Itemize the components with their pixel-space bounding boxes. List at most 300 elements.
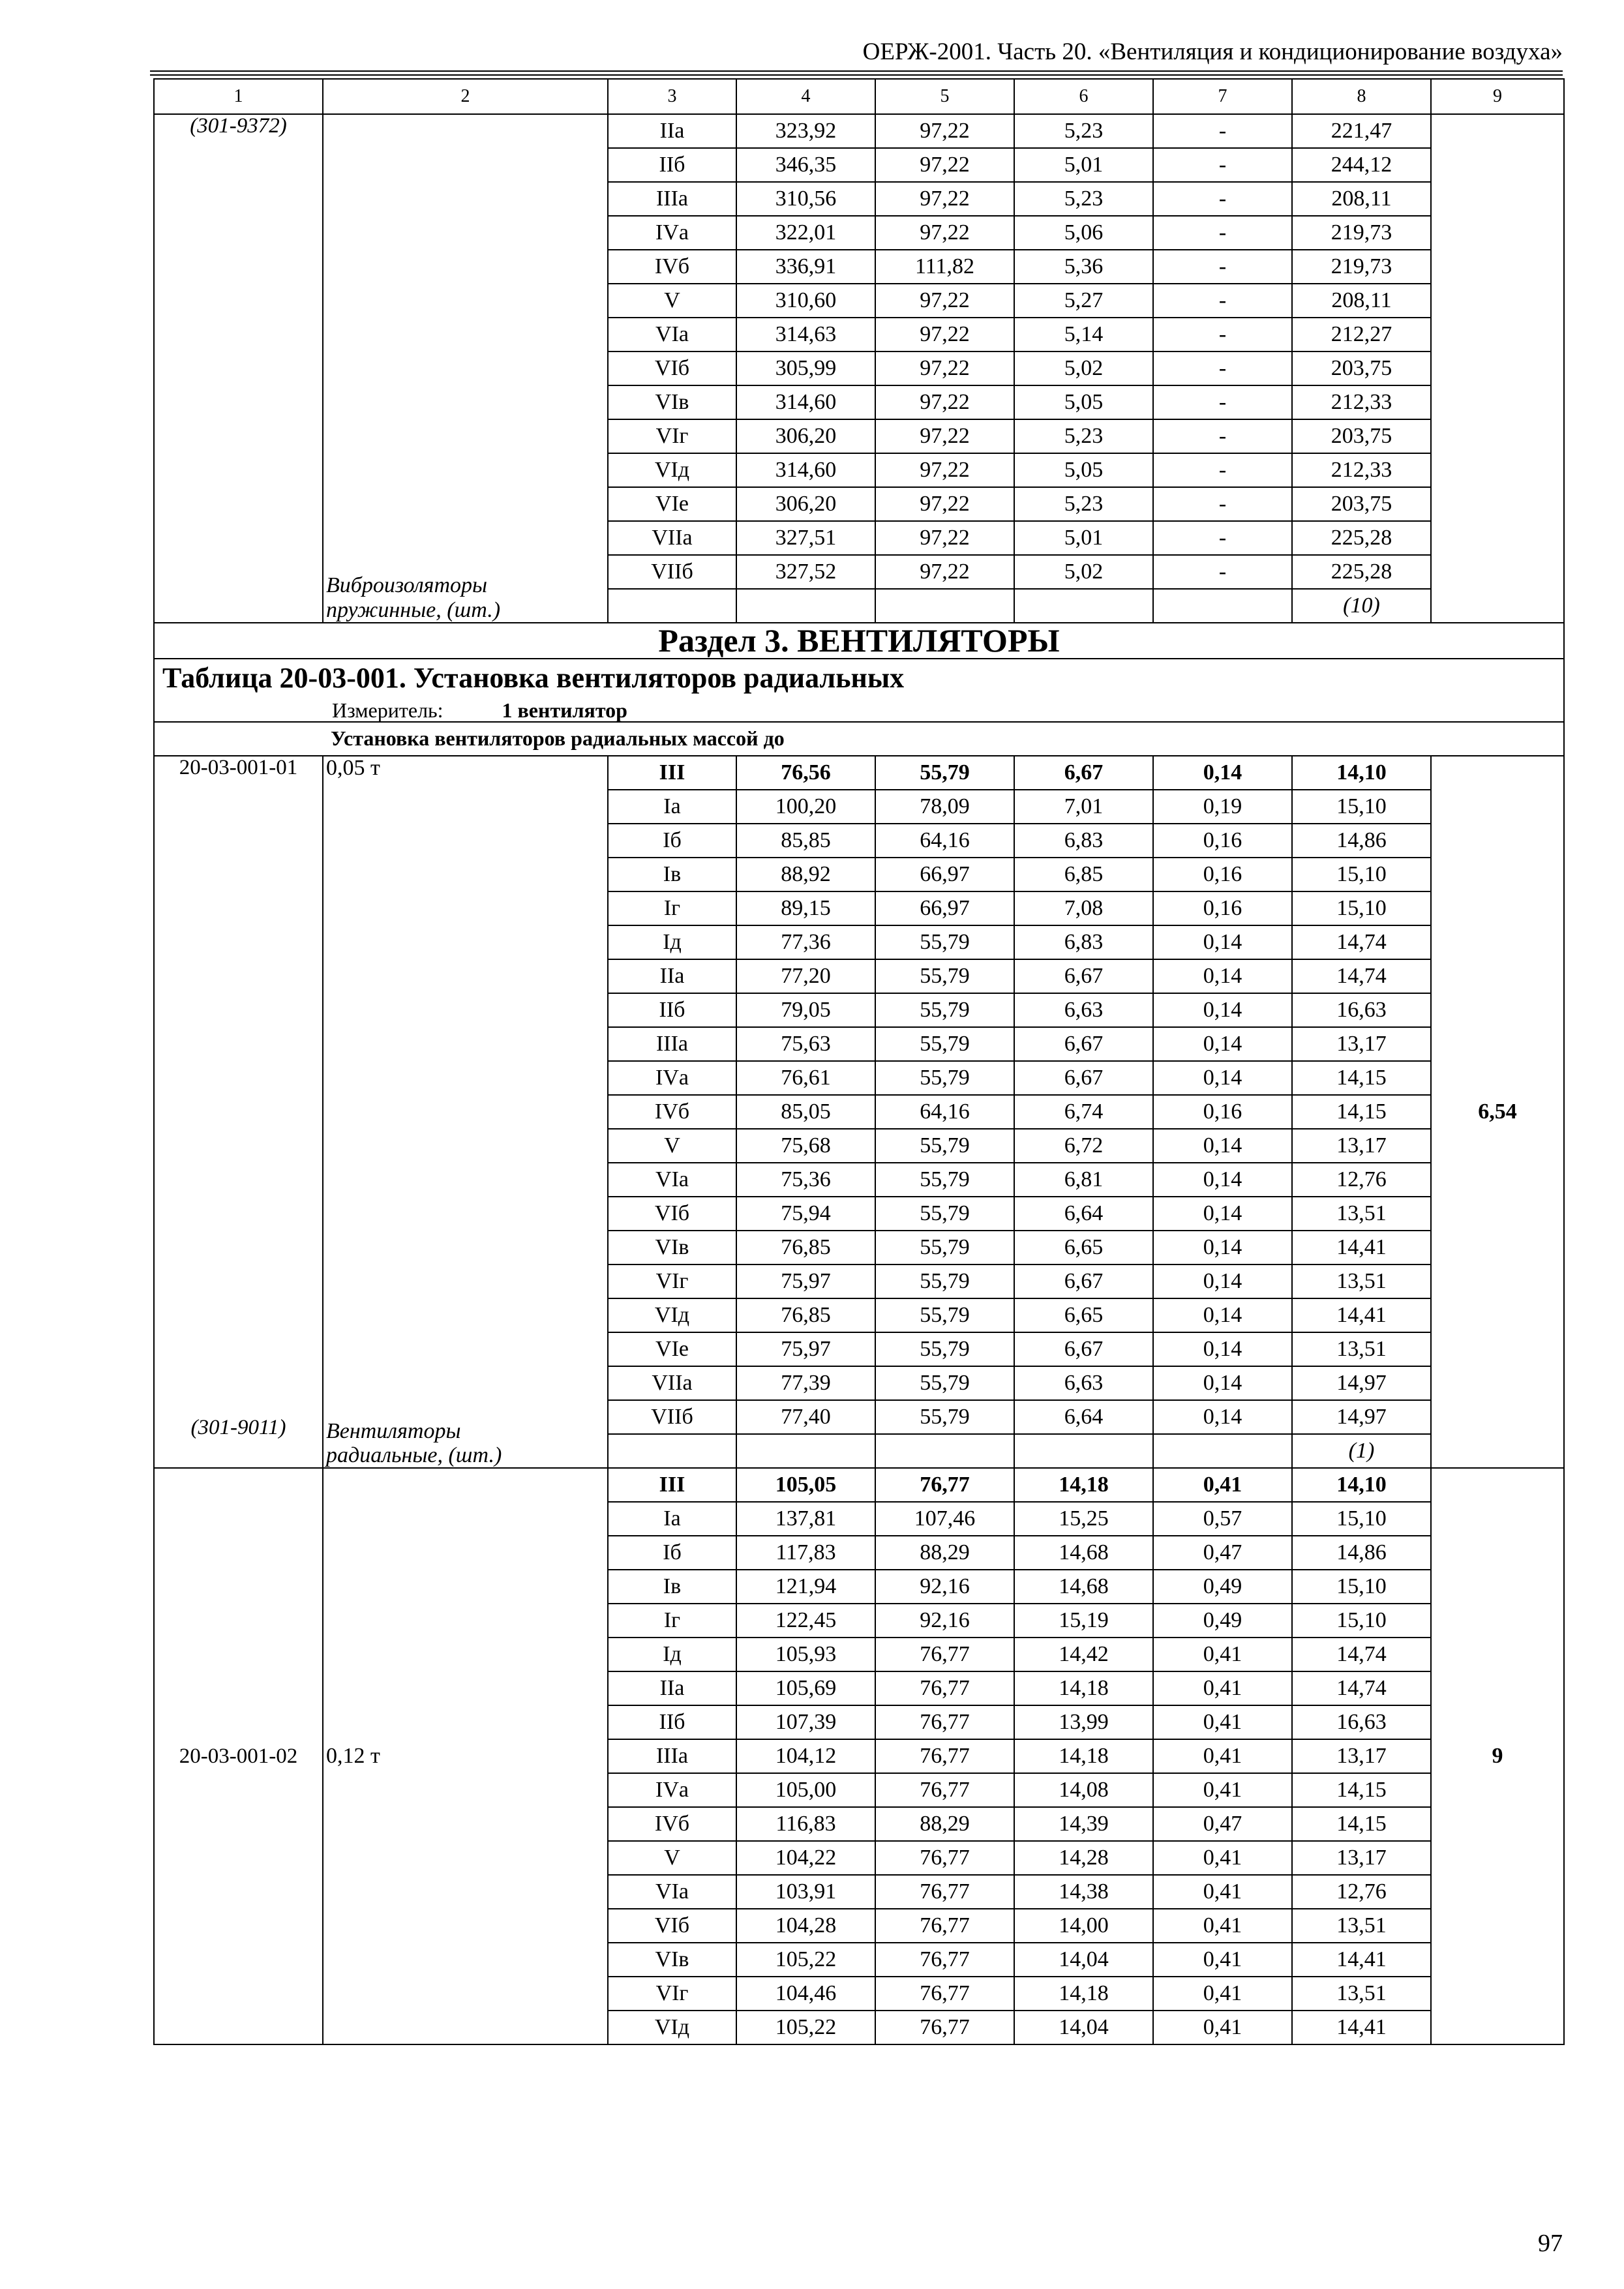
value-cell: 15,25 [1014,1502,1153,1536]
value-cell: 13,51 [1292,1909,1431,1943]
value-cell: 314,60 [736,385,875,419]
zone-cell: VIг [608,1264,736,1298]
zone-cell: VIб [608,1197,736,1231]
value-cell: 336,91 [736,250,875,284]
header-rule [150,70,1563,72]
value-cell: 6,67 [1014,756,1153,790]
rate-code [154,114,323,623]
value-cell: 14,15 [1292,1807,1431,1841]
value-cell: 225,28 [1292,521,1431,555]
value-cell: 0,47 [1153,1807,1292,1841]
value-cell: 208,11 [1292,182,1431,216]
value-cell: 310,60 [736,284,875,318]
value-cell: 13,17 [1292,1739,1431,1773]
zone-cell: VIд [608,1298,736,1332]
value-cell: 78,09 [875,790,1014,824]
value-cell: 0,14 [1153,1332,1292,1366]
value-cell: 97,22 [875,487,1014,521]
value-cell: 14,41 [1292,1231,1431,1264]
value-cell: - [1153,216,1292,250]
value-cell: - [1153,419,1292,453]
value-cell: 0,41 [1153,1977,1292,2011]
empty-cell [608,1434,736,1468]
zone-cell: VIд [608,453,736,487]
value-cell: - [1153,182,1292,216]
value-cell: 14,15 [1292,1061,1431,1095]
value-cell: 76,56 [736,756,875,790]
zone-cell: IIа [608,959,736,993]
value-cell: 137,81 [736,1502,875,1536]
value-cell: 0,14 [1153,1129,1292,1163]
value-cell: 0,14 [1153,925,1292,959]
value-cell: 6,81 [1014,1163,1153,1197]
value-cell: 55,79 [875,756,1014,790]
value-cell: 0,14 [1153,1400,1292,1434]
value-cell: - [1153,385,1292,419]
value-cell: 14,38 [1014,1875,1153,1909]
value-cell: 310,56 [736,182,875,216]
value-cell: 14,18 [1014,1739,1153,1773]
value-cell: 55,79 [875,1231,1014,1264]
value-cell: 76,77 [875,1468,1014,1502]
value-cell: 105,22 [736,2011,875,2044]
value-cell: 14,41 [1292,1943,1431,1977]
value-cell: 7,01 [1014,790,1153,824]
subheading-row [154,722,1564,756]
value-cell: 13,51 [1292,1977,1431,2011]
rate-code: 20-03-001-01 [179,756,298,780]
value-cell: 103,91 [736,1875,875,1909]
value-cell: 5,23 [1014,114,1153,148]
zone-cell: VIе [608,487,736,521]
value-cell: 55,79 [875,993,1014,1027]
value-cell: 0,41 [1153,1841,1292,1875]
value-cell: 0,14 [1153,1163,1292,1197]
zone-cell: VIб [608,1909,736,1943]
zone-cell: IVб [608,1095,736,1129]
value-cell: 97,22 [875,521,1014,555]
zone-cell: V [608,1129,736,1163]
zone-cell: IIб [608,1705,736,1739]
value-cell: 15,10 [1292,790,1431,824]
value-cell: 221,47 [1292,114,1431,148]
value-cell: 88,29 [875,1536,1014,1570]
value-cell: 15,10 [1292,1502,1431,1536]
value-cell: 97,22 [875,148,1014,182]
column-number-row [154,79,1564,114]
value-cell: 76,77 [875,1705,1014,1739]
rates-table [153,78,1565,2045]
value-cell: 92,16 [875,1604,1014,1638]
value-cell: 346,35 [736,148,875,182]
value-cell: 0,14 [1153,1264,1292,1298]
material-code: (301-9011) [190,1415,286,1439]
value-cell: 5,02 [1014,352,1153,385]
value-cell: 0,41 [1153,1909,1292,1943]
value-cell: 6,63 [1014,1366,1153,1400]
header-rule-double [150,74,1563,76]
value-cell: 55,79 [875,1061,1014,1095]
value-cell: 6,67 [1014,1264,1153,1298]
zone-cell: V [608,284,736,318]
value-cell: 5,06 [1014,216,1153,250]
value-cell: 75,63 [736,1027,875,1061]
rate-row [154,1468,1564,1502]
zone-cell: Iб [608,1536,736,1570]
empty-cell [736,589,875,623]
value-cell: 92,16 [875,1570,1014,1604]
value-cell: 14,68 [1014,1570,1153,1604]
value-cell: 0,14 [1153,1027,1292,1061]
value-cell: 0,41 [1153,1705,1292,1739]
value-cell: 6,67 [1014,1332,1153,1366]
value-cell: - [1153,487,1292,521]
value-cell: 64,16 [875,824,1014,858]
value-cell: 0,49 [1153,1604,1292,1638]
value-cell: 14,18 [1014,1977,1153,2011]
value-cell: 244,12 [1292,148,1431,182]
value-cell: 76,77 [875,1773,1014,1807]
zone-cell: VIIа [608,521,736,555]
value-cell: 14,18 [1014,1468,1153,1502]
value-cell: - [1153,352,1292,385]
value-cell: 7,08 [1014,891,1153,925]
value-cell: 225,28 [1292,555,1431,589]
value-cell: 104,28 [736,1909,875,1943]
value-cell: 55,79 [875,1129,1014,1163]
value-cell: 14,41 [1292,2011,1431,2044]
zone-cell: VIг [608,419,736,453]
zone-cell: IIб [608,148,736,182]
value-cell: 208,11 [1292,284,1431,318]
value-cell: 55,79 [875,1197,1014,1231]
value-cell: 0,57 [1153,1502,1292,1536]
value-cell: 13,17 [1292,1027,1431,1061]
value-cell: 76,77 [875,1875,1014,1909]
value-cell: - [1153,318,1292,352]
material-name: Виброизоляторы пружинные, (шт.) [326,573,501,622]
work-description: 0,12 т [323,1468,608,2044]
value-cell: 55,79 [875,1400,1014,1434]
value-cell: 104,12 [736,1739,875,1773]
value-cell: 14,97 [1292,1366,1431,1400]
value-cell: 0,47 [1153,1536,1292,1570]
value-cell: 77,40 [736,1400,875,1434]
value-cell: 76,77 [875,1943,1014,1977]
zone-cell: IIIа [608,1739,736,1773]
zone-cell: IVа [608,216,736,250]
material-qty: (10) [1292,589,1431,623]
value-cell: 12,76 [1292,1163,1431,1197]
value-cell: 55,79 [875,1298,1014,1332]
value-cell: 0,41 [1153,1773,1292,1807]
value-cell: 75,68 [736,1129,875,1163]
value-cell: 6,65 [1014,1298,1153,1332]
value-cell: 14,86 [1292,824,1431,858]
value-cell: 6,83 [1014,824,1153,858]
value-cell: 15,19 [1014,1604,1153,1638]
table-title: Таблица 20-03-001. Установка вентиляторов радиальных [162,661,905,694]
empty-cell [875,1434,1014,1468]
value-cell: 97,22 [875,318,1014,352]
value-cell: 14,42 [1014,1638,1153,1671]
zone-cell: Iд [608,1638,736,1671]
rate-code [154,756,323,1468]
value-cell: 0,16 [1153,891,1292,925]
empty-cell [875,589,1014,623]
value-cell: 14,68 [1014,1536,1153,1570]
value-cell: 76,77 [875,1638,1014,1671]
work-description [323,756,608,1468]
empty-cell [1153,1434,1292,1468]
value-cell: - [1153,148,1292,182]
value-cell: 0,14 [1153,1197,1292,1231]
rate-code: 20-03-001-02 [154,1468,323,2044]
value-cell: 76,77 [875,2011,1014,2044]
zone-cell: VIа [608,1875,736,1909]
table-title-row [154,659,1564,723]
empty-cell [608,589,736,623]
value-cell: 88,92 [736,858,875,891]
zone-cell: Iг [608,891,736,925]
zone-cell: Iа [608,1502,736,1536]
value-cell: 77,20 [736,959,875,993]
zone-cell: IIа [608,1671,736,1705]
value-cell: 104,46 [736,1977,875,2011]
value-cell: 88,29 [875,1807,1014,1841]
value-cell: 0,41 [1153,1468,1292,1502]
rate-row [154,756,1564,790]
value-cell: 76,61 [736,1061,875,1095]
value-cell: 55,79 [875,925,1014,959]
value-cell: 5,36 [1014,250,1153,284]
zone-cell: IVа [608,1773,736,1807]
value-cell: 107,46 [875,1502,1014,1536]
value-cell: 85,05 [736,1095,875,1129]
value-cell: 5,23 [1014,487,1153,521]
value-cell: - [1153,114,1292,148]
value-cell: 5,23 [1014,419,1153,453]
value-cell: 14,74 [1292,1638,1431,1671]
zone-cell: VIб [608,352,736,385]
value-cell: 104,22 [736,1841,875,1875]
value-cell: 0,14 [1153,1231,1292,1264]
value-cell: 13,51 [1292,1264,1431,1298]
value-cell: 107,39 [736,1705,875,1739]
value-cell: 14,97 [1292,1400,1431,1434]
value-cell: 6,63 [1014,993,1153,1027]
value-cell: 219,73 [1292,250,1431,284]
value-cell: 0,14 [1153,959,1292,993]
value-cell: 0,41 [1153,1638,1292,1671]
zone-cell: Iв [608,858,736,891]
mass-label: 0,05 т [326,756,380,781]
value-cell: 0,14 [1153,756,1292,790]
value-cell: 14,39 [1014,1807,1153,1841]
zone-cell: Iд [608,925,736,959]
value-cell: 97,22 [875,216,1014,250]
zone-cell: Iб [608,824,736,858]
value-cell: 76,77 [875,1739,1014,1773]
value-cell: 15,10 [1292,858,1431,891]
column-number: 8 [1292,79,1431,114]
value-cell: - [1153,284,1292,318]
value-cell: 76,77 [875,1909,1014,1943]
value-cell: 14,74 [1292,925,1431,959]
section-heading-row [154,623,1564,659]
value-cell: 314,63 [736,318,875,352]
section-title: Раздел 3. ВЕНТИЛЯТОРЫ [154,623,1564,659]
value-cell: 0,16 [1153,1095,1292,1129]
value-cell: 66,97 [875,891,1014,925]
value-cell: 6,74 [1014,1095,1153,1129]
value-cell: 76,77 [875,1841,1014,1875]
value-cell: - [1153,453,1292,487]
value-cell: 0,41 [1153,1739,1292,1773]
value-cell: 0,41 [1153,1943,1292,1977]
value-cell: 0,41 [1153,1875,1292,1909]
value-cell: 5,05 [1014,385,1153,419]
value-cell: 105,05 [736,1468,875,1502]
value-cell: 6,72 [1014,1129,1153,1163]
column-number: 7 [1153,79,1292,114]
zone-cell: VIд [608,2011,736,2044]
zone-cell: V [608,1841,736,1875]
value-cell: 66,97 [875,858,1014,891]
value-cell: 14,28 [1014,1841,1153,1875]
value-cell: 6,67 [1014,959,1153,993]
value-cell: 0,14 [1153,1298,1292,1332]
value-cell: 97,22 [875,419,1014,453]
value-cell: 0,49 [1153,1570,1292,1604]
value-cell: 89,15 [736,891,875,925]
value-cell: 97,22 [875,352,1014,385]
value-cell: 15,10 [1292,1604,1431,1638]
value-cell: 212,33 [1292,385,1431,419]
value-cell: 327,52 [736,555,875,589]
value-cell: 5,02 [1014,555,1153,589]
zone-cell: IVб [608,1807,736,1841]
col9-value: 9 [1431,1468,1564,2044]
value-cell: 5,27 [1014,284,1153,318]
measure-unit: 1 вентилятор [502,698,627,722]
value-cell: 75,94 [736,1197,875,1231]
value-cell: 6,67 [1014,1061,1153,1095]
value-cell: 97,22 [875,114,1014,148]
value-cell: 75,97 [736,1332,875,1366]
value-cell: 0,16 [1153,858,1292,891]
value-cell: 13,17 [1292,1129,1431,1163]
zone-cell: VIа [608,318,736,352]
value-cell: 121,94 [736,1570,875,1604]
value-cell: 5,05 [1014,453,1153,487]
zone-cell: IVб [608,250,736,284]
value-cell: 0,16 [1153,824,1292,858]
value-cell: 14,18 [1014,1671,1153,1705]
value-cell: 105,00 [736,1773,875,1807]
column-number: 1 [154,79,323,114]
value-cell: 0,14 [1153,1366,1292,1400]
value-cell: 97,22 [875,182,1014,216]
value-cell: 0,14 [1153,993,1292,1027]
value-cell: 85,85 [736,824,875,858]
value-cell: 76,77 [875,1671,1014,1705]
measure-label: Измеритель: [332,698,444,722]
value-cell: 12,76 [1292,1875,1431,1909]
value-cell: 14,10 [1292,756,1431,790]
col9-value: 6,54 [1431,756,1564,1468]
value-cell: 305,99 [736,352,875,385]
zone-cell: Iа [608,790,736,824]
value-cell: 219,73 [1292,216,1431,250]
value-cell: 55,79 [875,1264,1014,1298]
measure-line [162,700,1561,722]
value-cell: 97,22 [875,555,1014,589]
zone-cell: IVа [608,1061,736,1095]
value-cell: 5,01 [1014,521,1153,555]
value-cell: 0,41 [1153,2011,1292,2044]
value-cell: 14,15 [1292,1095,1431,1129]
empty-cell [1014,1434,1153,1468]
value-cell: 13,17 [1292,1841,1431,1875]
value-cell: 79,05 [736,993,875,1027]
value-cell: 76,77 [875,1977,1014,2011]
column-number: 5 [875,79,1014,114]
zone-cell: IIIа [608,1027,736,1061]
value-cell: 16,63 [1292,1705,1431,1739]
zone-cell: VIв [608,1943,736,1977]
page-number: 97 [1538,2230,1563,2257]
value-cell: 5,01 [1014,148,1153,182]
zone-cell: Iг [608,1604,736,1638]
value-cell: 15,10 [1292,891,1431,925]
value-cell: 6,67 [1014,1027,1153,1061]
empty-cell [1153,589,1292,623]
value-cell: 75,97 [736,1264,875,1298]
value-cell: 0,14 [1153,1061,1292,1095]
zone-cell: VIв [608,1231,736,1264]
zone-cell: VIв [608,385,736,419]
value-cell: - [1153,250,1292,284]
value-cell: 97,22 [875,385,1014,419]
value-cell: 14,04 [1014,2011,1153,2044]
value-cell: 203,75 [1292,352,1431,385]
value-cell: 6,65 [1014,1231,1153,1264]
value-cell: 203,75 [1292,419,1431,453]
value-cell: 76,85 [736,1231,875,1264]
value-cell: 14,10 [1292,1468,1431,1502]
value-cell: 5,23 [1014,182,1153,216]
value-cell: 14,00 [1014,1909,1153,1943]
value-cell: 75,36 [736,1163,875,1197]
empty-cell [736,1434,875,1468]
column-number: 2 [323,79,608,114]
rate-row [154,114,1564,148]
value-cell: 77,36 [736,925,875,959]
empty-cell [1014,589,1153,623]
zone-cell: IIа [608,114,736,148]
value-cell: 14,15 [1292,1773,1431,1807]
value-cell: 55,79 [875,1332,1014,1366]
value-cell: 13,51 [1292,1332,1431,1366]
value-cell: 55,79 [875,959,1014,993]
value-cell: 13,99 [1014,1705,1153,1739]
material-name: Вентиляторы радиальные, (шт.) [326,1418,502,1467]
value-cell: 13,51 [1292,1197,1431,1231]
zone-cell: VIг [608,1977,736,2011]
value-cell: 306,20 [736,487,875,521]
page-header-title: ОЕРЖ-2001. Часть 20. «Вентиляция и кондиционирование воздуха» [862,38,1563,65]
